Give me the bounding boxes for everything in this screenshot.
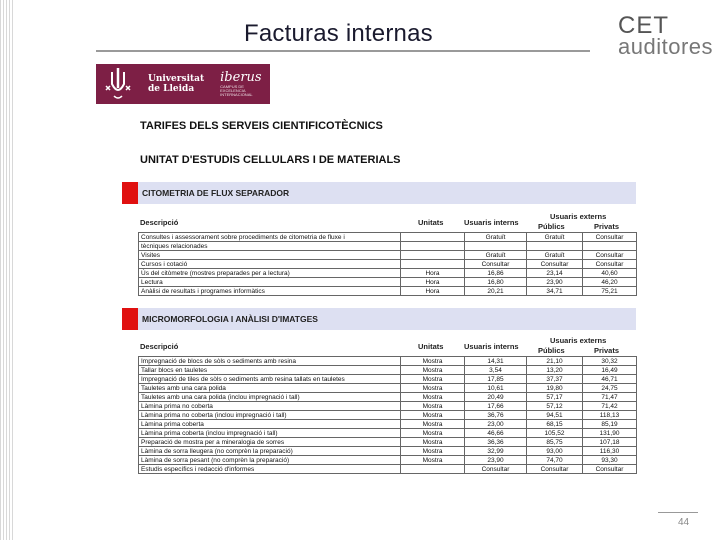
cell-unit: Mostra	[401, 438, 465, 447]
cell-public-price: 57,12	[527, 402, 583, 411]
section-bar-micromorfologia	[122, 308, 636, 330]
cell-private-price: 46,20	[583, 278, 637, 287]
table-row	[139, 447, 637, 456]
cell-description: Estudis específics i redacció d'informes	[139, 465, 401, 474]
cell-private-price: 40,60	[583, 269, 637, 278]
cell-description: Làmina de sorra lleugera (no comprèn la preparació)	[139, 447, 401, 456]
title-underline	[96, 50, 590, 52]
cell-unit: Hora	[401, 287, 465, 296]
cell-public-price: 21,10	[527, 357, 583, 366]
cell-public-price: Consultar	[527, 260, 583, 269]
section-label: MICROMORFOLOGIA I ANÀLISI D'IMATGES	[142, 314, 318, 324]
cell-public-price: 34,71	[527, 287, 583, 296]
cell-private-price: 75,21	[583, 287, 637, 296]
university-banner	[96, 64, 270, 104]
cell-internal-price: 20,21	[465, 287, 527, 296]
cell-internal-price: 14,31	[465, 357, 527, 366]
cell-private-price: 24,75	[583, 384, 637, 393]
cell-description: Lectura	[139, 278, 401, 287]
table-row	[139, 393, 637, 402]
table-header-micromorfologia	[138, 334, 636, 356]
cell-unit: Mostra	[401, 393, 465, 402]
cell-internal-price: 36,76	[465, 411, 527, 420]
cell-private-price: 16,49	[583, 366, 637, 375]
iberus-logo: iberus CAMPUS DE EXCELENCIA INTERNACIONAL	[220, 70, 262, 97]
table-row	[139, 269, 637, 278]
cell-public-price: 23,14	[527, 269, 583, 278]
table-row	[139, 402, 637, 411]
cell-description: tècniques relacionades	[139, 242, 401, 251]
cell-internal-price: 17,66	[465, 402, 527, 411]
micromorfologia-table	[138, 356, 637, 474]
cell-private-price: Consultar	[583, 465, 637, 474]
cell-internal-price: Consultar	[465, 260, 527, 269]
cell-internal-price: 32,99	[465, 447, 527, 456]
col-public: Públics	[538, 222, 565, 231]
table-row	[139, 287, 637, 296]
cell-internal-price: Consultar	[465, 465, 527, 474]
cell-private-price: 71,47	[583, 393, 637, 402]
slide-title: Facturas internas	[244, 20, 433, 47]
table-row	[139, 411, 637, 420]
cell-unit: Mostra	[401, 420, 465, 429]
section-bar-citometria	[122, 182, 636, 204]
cell-description: Ús del citòmetre (mostres preparades per a lectura)	[139, 269, 401, 278]
cell-private-price: Consultar	[583, 233, 637, 242]
col-internal: Usuaris interns	[464, 218, 519, 227]
cell-unit	[401, 260, 465, 269]
cell-internal-price: 16,80	[465, 278, 527, 287]
cell-public-price: 57,17	[527, 393, 583, 402]
cell-internal-price: 36,36	[465, 438, 527, 447]
table-row	[139, 278, 637, 287]
col-private: Privats	[594, 222, 620, 231]
cell-unit: Mostra	[401, 366, 465, 375]
col-public: Públics	[538, 346, 565, 355]
cell-public-price: Gratuït	[527, 251, 583, 260]
footer-rule	[658, 512, 698, 513]
cell-internal-price: 17,85	[465, 375, 527, 384]
cell-internal-price: 23,00	[465, 420, 527, 429]
citometria-table	[138, 232, 637, 296]
university-name: Universitat de Lleida	[148, 73, 205, 94]
cell-internal-price	[465, 242, 527, 251]
cell-public-price: 37,37	[527, 375, 583, 384]
col-internal: Usuaris interns	[464, 342, 519, 351]
cell-description: Làmina prima coberta	[139, 420, 401, 429]
cell-unit: Mostra	[401, 384, 465, 393]
cell-public-price: 19,80	[527, 384, 583, 393]
cell-unit	[401, 465, 465, 474]
cell-unit: Mostra	[401, 456, 465, 465]
logo-line-2: auditores	[618, 34, 714, 59]
cell-public-price: 68,15	[527, 420, 583, 429]
table-row	[139, 429, 637, 438]
cell-private-price: 71,42	[583, 402, 637, 411]
col-external: Usuaris externs	[550, 336, 607, 345]
logo-line-1: CET	[618, 12, 669, 39]
cell-description: Làmina de sorra pesant (no comprèn la preparació)	[139, 456, 401, 465]
cell-unit: Mostra	[401, 402, 465, 411]
cell-public-price: 93,00	[527, 447, 583, 456]
col-private: Privats	[594, 346, 620, 355]
cell-unit: Mostra	[401, 429, 465, 438]
cell-private-price: 107,18	[583, 438, 637, 447]
cell-public-price: Consultar	[527, 465, 583, 474]
cell-internal-price: 20,49	[465, 393, 527, 402]
cell-internal-price: 16,86	[465, 269, 527, 278]
cell-public-price: 74,70	[527, 456, 583, 465]
table-row	[139, 366, 637, 375]
col-unit: Unitats	[418, 218, 444, 227]
col-external: Usuaris externs	[550, 212, 607, 221]
table-row	[139, 233, 637, 242]
cell-description: Làmina prima no coberta (inclou impregnació i tall)	[139, 411, 401, 420]
cell-description: Tauletes amb una cara polida (inclou impregnació i tall)	[139, 393, 401, 402]
document-heading: TARIFES DELS SERVEIS CIENTIFICOTÈCNICS	[140, 120, 383, 132]
cell-private-price: 118,13	[583, 411, 637, 420]
col-desc: Descripció	[140, 342, 179, 351]
left-decorative-stripe	[0, 0, 14, 540]
table-row	[139, 357, 637, 366]
cell-private-price: 46,71	[583, 375, 637, 384]
col-desc: Descripció	[140, 218, 179, 227]
cell-unit: Mostra	[401, 447, 465, 456]
cell-unit	[401, 251, 465, 260]
table-row	[139, 456, 637, 465]
table-row	[139, 375, 637, 384]
cell-public-price: 13,20	[527, 366, 583, 375]
cell-private-price: Consultar	[583, 260, 637, 269]
section-marker	[122, 308, 138, 330]
cell-unit: Mostra	[401, 375, 465, 384]
cell-description: Tauletes amb una cara polida	[139, 384, 401, 393]
cell-private-price	[583, 242, 637, 251]
cet-auditores-logo	[618, 14, 713, 58]
cell-private-price: 30,32	[583, 357, 637, 366]
cell-internal-price: 46,66	[465, 429, 527, 438]
cell-internal-price: 23,90	[465, 456, 527, 465]
col-unit: Unitats	[418, 342, 444, 351]
cell-internal-price: Gratuït	[465, 233, 527, 242]
cell-public-price	[527, 242, 583, 251]
cell-description: Visites	[139, 251, 401, 260]
page-number: 44	[678, 517, 690, 528]
table-row	[139, 438, 637, 447]
document-subheading: UNITAT D'ESTUDIS CELLULARS I DE MATERIALS	[140, 154, 401, 166]
university-crest-icon	[96, 64, 140, 104]
section-marker	[122, 182, 138, 204]
cell-unit	[401, 233, 465, 242]
cell-private-price: 93,30	[583, 456, 637, 465]
cell-private-price: 131,90	[583, 429, 637, 438]
cell-public-price: 23,90	[527, 278, 583, 287]
cell-private-price: 85,19	[583, 420, 637, 429]
cell-unit: Hora	[401, 269, 465, 278]
table-row	[139, 465, 637, 474]
cell-internal-price: 3,54	[465, 366, 527, 375]
table-row	[139, 384, 637, 393]
cell-description: Cursos i cotació	[139, 260, 401, 269]
cell-description: Làmina prima coberta (inclou impregnació i tall)	[139, 429, 401, 438]
cell-description: Tallar blocs en tauletes	[139, 366, 401, 375]
table-header-citometria	[138, 210, 636, 232]
cell-unit: Hora	[401, 278, 465, 287]
section-label: CITOMETRIA DE FLUX SEPARADOR	[142, 188, 290, 198]
cell-description: Preparació de mostra per a mineralogia de sorres	[139, 438, 401, 447]
cell-internal-price: 10,61	[465, 384, 527, 393]
table-row	[139, 420, 637, 429]
cell-private-price: Consultar	[583, 251, 637, 260]
cell-public-price: 105,52	[527, 429, 583, 438]
table-row	[139, 260, 637, 269]
cell-public-price: 85,75	[527, 438, 583, 447]
cell-description: Impregnació de blocs de sòls o sediments amb resina	[139, 357, 401, 366]
cell-description: Làmina prima no coberta	[139, 402, 401, 411]
cell-unit: Mostra	[401, 357, 465, 366]
cell-description: Impregnació de tiles de sòls o sediments amb resina tallats en tauletes	[139, 375, 401, 384]
table-row	[139, 251, 637, 260]
cell-description: Consultes i assessorament sobre procediments de citometria de fluxe i	[139, 233, 401, 242]
cell-internal-price: Gratuït	[465, 251, 527, 260]
cell-private-price: 116,30	[583, 447, 637, 456]
table-row	[139, 242, 637, 251]
cell-unit	[401, 242, 465, 251]
cell-unit: Mostra	[401, 411, 465, 420]
cell-description: Anàlisi de resultats i programes informàtics	[139, 287, 401, 296]
cell-public-price: 94,51	[527, 411, 583, 420]
cell-public-price: Gratuït	[527, 233, 583, 242]
